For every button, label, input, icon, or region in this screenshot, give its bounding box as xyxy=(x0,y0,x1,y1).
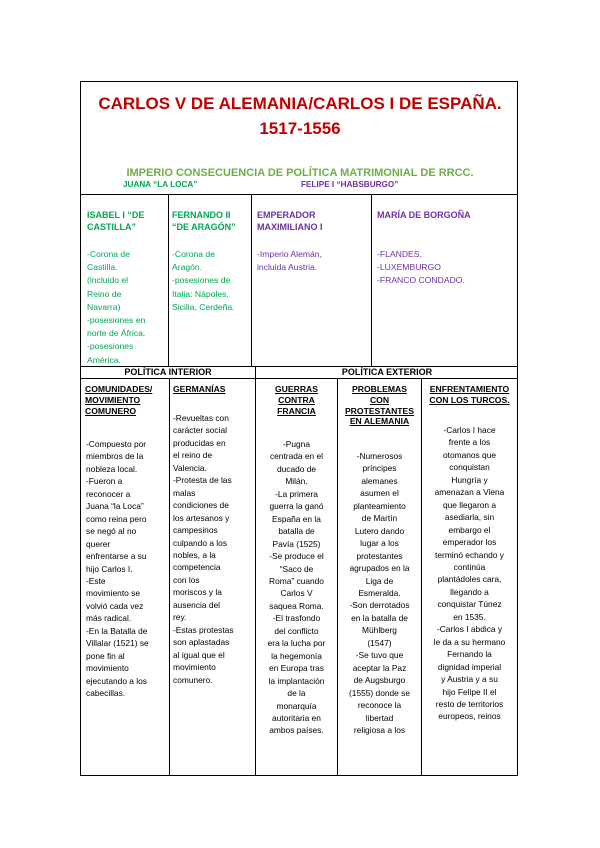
section-politica-interior: POLÍTICA INTERIOR xyxy=(124,367,212,377)
main-title: CARLOS V DE ALEMANIA/CARLOS I DE ESPAÑA. xyxy=(98,94,502,113)
ancestor-maximiliano-list: -Imperio Alemán, incluida Austria. xyxy=(257,249,322,273)
column-body-guerras-francia: -Pugna centrada en el ducado de Milán. -La primera guerra la ganó España en la batalla de Pavía (1525) -Se produce el “Saco de Roma” cuando Carlos V saquea Roma. -El trasfondo del conflicto era la lucha por la hegemonía en Europa tras la implantación de la monarquía autoritaria en ambos países. xyxy=(267,439,326,736)
divider xyxy=(168,194,169,366)
column-body-comunidades: -Compuesto por miembros de la nobleza local. -Fueron a reconocer a Juana “la Loca” como reina pero se negó al no querer enfrentarse a su hijo Carlos I. -Este movimiento se volvió cada vez más radical. -En la Batalla de Villalar (1521) se pone fin al movimiento ejecutando a los cabecillas. xyxy=(86,439,149,699)
column-heading-germanias: GERMANÍAS xyxy=(173,384,226,394)
column-body-turcos: -Carlos I hace frente a los otomanos que conquistan Hungría y amenazan a Viena que llegaron a asediarla, sin embargo el emperador los terminó echando y continúa plantádoles cara, llegando a conquistar Túnez en 1535. -Carlos I abdica y le da a su hermano Fernando la dignidad imperial y Austria y a su hijo Felipe II el resto de territorios europeos, reinos xyxy=(433,425,506,722)
column-heading-protestantes: PROBLEMAS CON PROTESTANTES EN ALEMANIA xyxy=(344,384,415,427)
column-heading-guerras-francia: GUERRAS CONTRA FRANCIA xyxy=(275,384,318,416)
subtitle: IMPERIO CONSECUENCIA DE POLÍTICA MATRIMONIAL DE RRCC. xyxy=(126,167,474,179)
parent-felipe: FELIPE I “HABSBURGO” xyxy=(301,180,399,189)
ancestor-heading: MARÍA DE BORGOÑA xyxy=(377,210,471,220)
section-politica-exterior: POLÍTICA EXTERIOR xyxy=(341,367,433,377)
document-page xyxy=(80,81,518,776)
divider xyxy=(371,194,372,366)
ancestor-heading: ISABEL I “DE CASTILLA” xyxy=(87,210,145,232)
divider xyxy=(81,378,517,379)
parent-juana: JUANA “LA LOCA” xyxy=(123,180,198,189)
column-heading-turcos: ENFRENTAMIENTO CON LOS TURCOS. xyxy=(429,384,510,405)
ancestor-heading: EMPERADOR MAXIMILIANO I xyxy=(257,210,323,232)
column-body-protestantes: -Numerosos príncipes alemanes asumen el planteamiento de Martín Lutero dando lugar a los protestantes agrupados en la Liga de Esmeralda. -Son derrotados en la batalla de Mühlberg (1547) -Se tuvo que aceptar la Paz de Augsburgo (1555) donde se reconoce la libertad religiosa a los xyxy=(349,451,410,735)
ancestor-fernando-list: -Corona de Aragón. -posesiones de Italia: Nápoles, Sicilia, Cerdeña. xyxy=(172,249,235,312)
divider xyxy=(81,194,517,195)
column-heading-comunidades: COMUNIDADES/ MOVIMIENTO COMUNERO xyxy=(85,384,153,416)
ancestor-isabel-list: -Corona de Castilla. (incluido el Reino de Navarra) -posesiones en norte de África. -posesiones América. xyxy=(87,249,146,365)
ancestor-heading: FERNANDO II “DE ARAGÓN” xyxy=(172,210,236,232)
divider xyxy=(251,194,252,366)
ancestor-maria-list: -FLANDES. -LUXEMBURGO -FRANCO CONDADO. xyxy=(377,249,465,286)
divider xyxy=(169,378,170,775)
main-title-years: 1517-1556 xyxy=(259,119,341,138)
column-body-germanias: -Revueltas con carácter social producidas en el reino de Valencia. -Protesta de las malas condiciones de los artesanos y campesinos culpando a los nobles, a la competencia con los moriscos y la ausencia del rey. -Estas protestas son aplastadas al igual que el movimiento comunero. xyxy=(173,413,234,685)
